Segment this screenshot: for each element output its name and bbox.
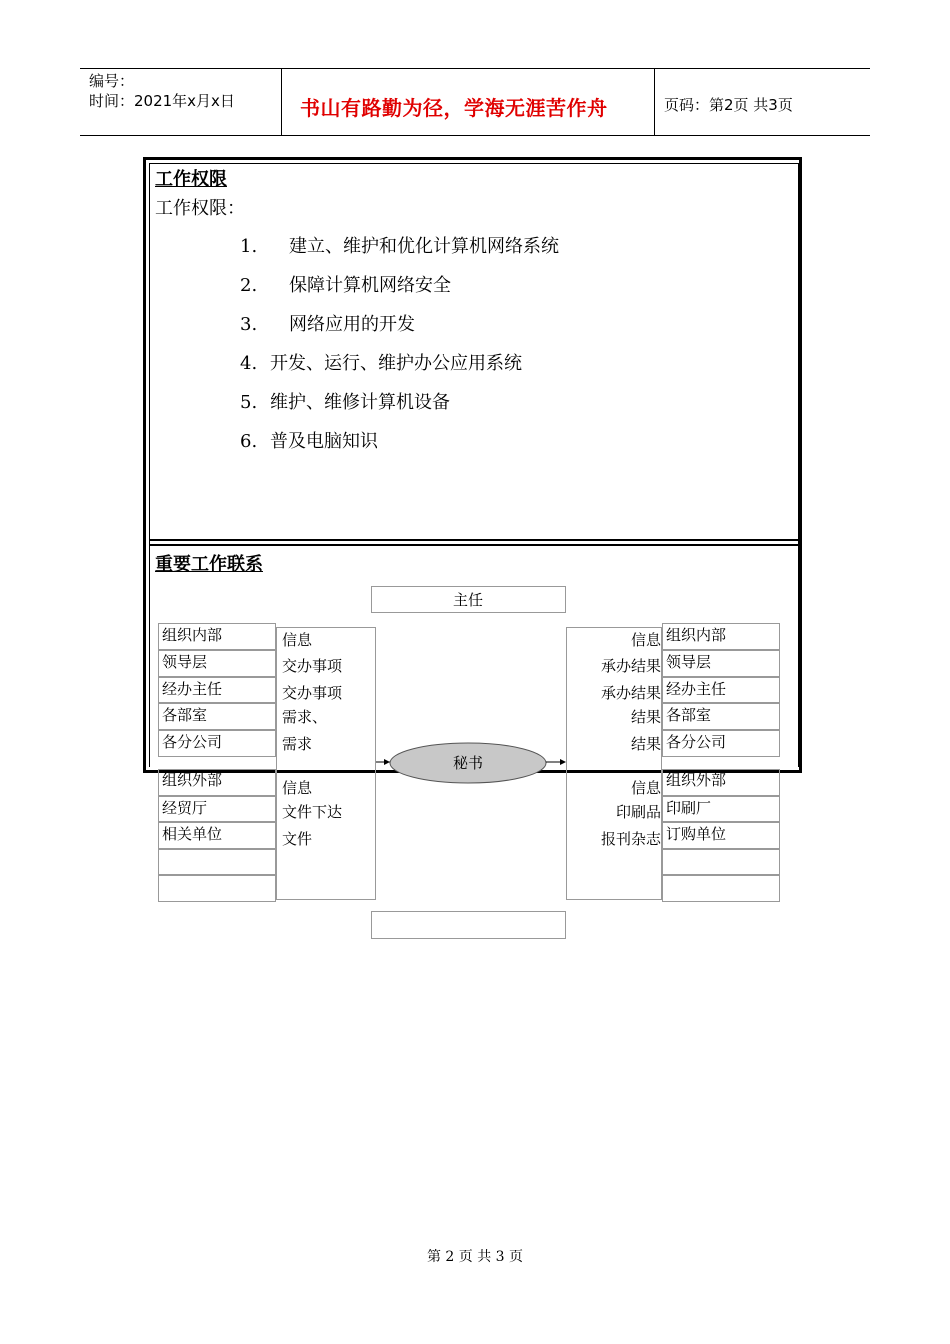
right-party-cell: 领导层: [662, 650, 780, 677]
right-party-cell: [662, 875, 780, 902]
left-party-cell: 各分公司: [158, 730, 276, 757]
authority-item-number: 1.: [240, 236, 258, 257]
header-divider-2: [654, 68, 655, 136]
left-item-label: 文件下达: [282, 803, 343, 821]
authority-item-number: 5.: [240, 392, 258, 413]
left-party-cell: 领导层: [158, 650, 276, 677]
authority-item-3: [240, 310, 415, 336]
authority-section-title: 工作权限: [155, 169, 227, 190]
left-item-label: 交办事项: [282, 657, 343, 675]
left-party-cell: [158, 875, 276, 902]
frame-inner-left: [149, 163, 150, 767]
frame-inner-top: [149, 163, 802, 164]
authority-item-number: 4.: [240, 353, 258, 374]
right-item-label: 结果: [630, 735, 661, 753]
authority-item-number: 3.: [240, 314, 258, 335]
left-item-label: 需求: [282, 735, 313, 753]
right-item-label: 报刊杂志: [600, 830, 661, 848]
authority-item-4: [240, 349, 522, 375]
left-party-cell: 经贸厅: [158, 796, 276, 822]
header-motto: 书山有路勤为径，学海无涯苦作舟: [300, 96, 608, 120]
authority-item-number: 2.: [240, 275, 258, 296]
authority-item-text: 开发、运行、维护办公应用系统: [270, 353, 522, 374]
right-party-cell: 组织外部: [662, 769, 780, 796]
left-party-cell: 组织内部: [158, 623, 276, 650]
right-party-cell: 各部室: [662, 703, 780, 730]
right-party-cell: 订购单位: [662, 822, 780, 849]
right-item-label: 印刷品: [615, 803, 661, 821]
authority-item-text: 普及电脑知识: [270, 431, 378, 452]
right-item-label: 承办结果: [600, 657, 661, 675]
right-party-cell: 组织内部: [662, 623, 780, 650]
right-item-label: 信息: [630, 631, 661, 649]
bottom-empty-box: [371, 911, 566, 939]
right-item-label: 结果: [630, 708, 661, 726]
left-item-label: 文件: [282, 830, 313, 848]
right-item-label: 信息: [630, 779, 661, 797]
authority-item-text: 网络应用的开发: [289, 314, 415, 335]
right-party-cell: 各分公司: [662, 730, 780, 757]
left-party-cell: 相关单位: [158, 822, 276, 849]
left-arrow-head: [384, 759, 390, 765]
section-divider-b: [149, 544, 799, 546]
authority-intro: 工作权限：: [155, 198, 245, 219]
left-item-label: 信息: [282, 631, 313, 649]
document-number-label: 编号：: [89, 72, 135, 90]
header-top-rule: [80, 68, 870, 69]
left-item-label: 需求、: [282, 708, 328, 726]
right-party-cell: [662, 849, 780, 875]
right-arrow-head: [560, 759, 566, 765]
authority-item-6: [240, 427, 378, 453]
secretary-label: 秘书: [453, 754, 484, 772]
director-label: 主任: [453, 591, 484, 609]
document-time-label: 时间：2021年x月x日: [89, 92, 235, 110]
frame-inner-right: [798, 163, 799, 767]
authority-item-number: 6.: [240, 431, 258, 452]
section-divider-a: [149, 539, 799, 541]
authority-item-1: [240, 232, 559, 258]
authority-item-5: [240, 388, 450, 414]
header-divider-1: [281, 68, 282, 136]
left-item-label: 信息: [282, 779, 313, 797]
page-number-label: 页码：第2页 共3页: [664, 96, 793, 114]
relations-section-title: 重要工作联系: [155, 554, 263, 575]
authority-item-text: 维护、维修计算机设备: [270, 392, 450, 413]
page-footer: 第 2 页 共 3 页: [426, 1249, 524, 1265]
left-party-cell: [158, 849, 276, 875]
authority-item-text: 保障计算机网络安全: [289, 275, 451, 296]
left-item-label: 交办事项: [282, 684, 343, 702]
right-party-cell: 印刷厂: [662, 796, 780, 822]
right-party-cell: 经办主任: [662, 677, 780, 703]
left-party-cell: 组织外部: [158, 769, 276, 796]
right-item-label: 承办结果: [600, 684, 661, 702]
authority-item-2: [240, 271, 451, 297]
left-party-cell: 各部室: [158, 703, 276, 730]
header-bottom-rule: [80, 135, 870, 136]
left-party-cell: 经办主任: [158, 677, 276, 703]
authority-item-text: 建立、维护和优化计算机网络系统: [289, 236, 559, 257]
